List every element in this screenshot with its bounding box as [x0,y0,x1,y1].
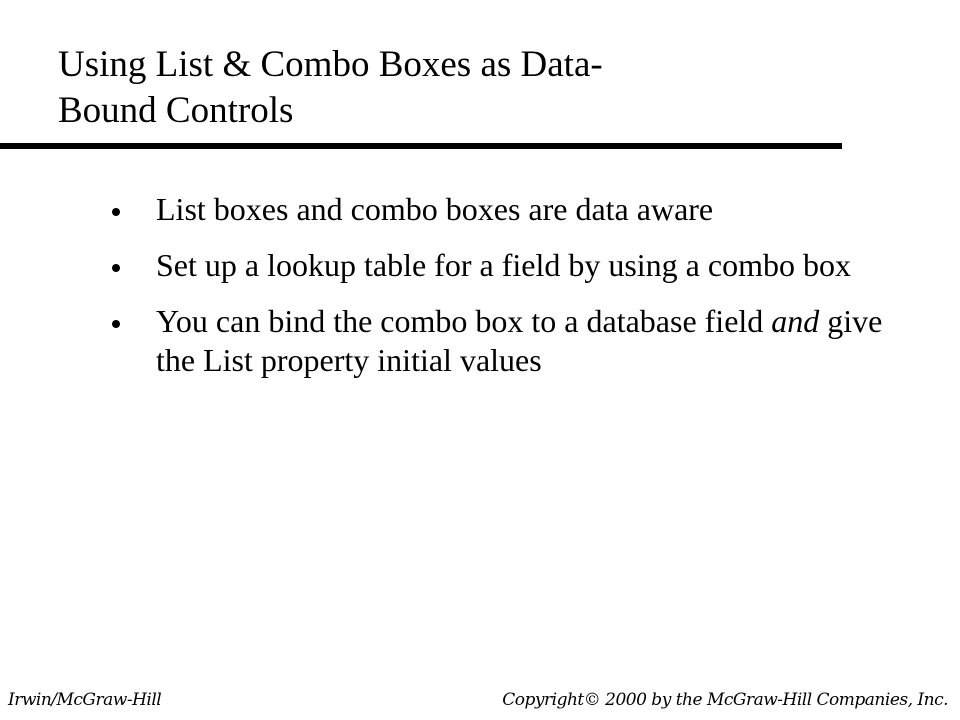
bullet-text [156,303,882,378]
bullet-item-data-aware [108,190,908,229]
bullet-text-after: give the List property initial values [156,303,883,378]
bullet-text-emphasis: and [771,303,820,339]
bullet-dot-icon [112,208,120,216]
slide-title-line-2: Bound Controls [58,90,294,131]
bullet-list [108,190,908,397]
bullet-text: Set up a lookup table for a field by using a combo box [156,247,851,283]
title-divider [0,143,842,149]
bullet-text-before: You can bind the combo box to a database field [156,303,772,339]
bullet-item-lookup-table [108,246,908,285]
slide-title-line-1: Using List & Combo Boxes as Data- [58,44,603,85]
footer-publisher: Irwin/McGraw-Hill [8,690,162,710]
bullet-dot-icon [112,264,120,272]
slide-title [58,42,818,134]
bullet-dot-icon [112,320,120,328]
footer-copyright: Copyright© 2000 by the McGraw-Hill Companies, Inc. [502,690,948,710]
bullet-text: List boxes and combo boxes are data aware [156,191,714,227]
bullet-item-bind-combo-box [108,302,908,380]
